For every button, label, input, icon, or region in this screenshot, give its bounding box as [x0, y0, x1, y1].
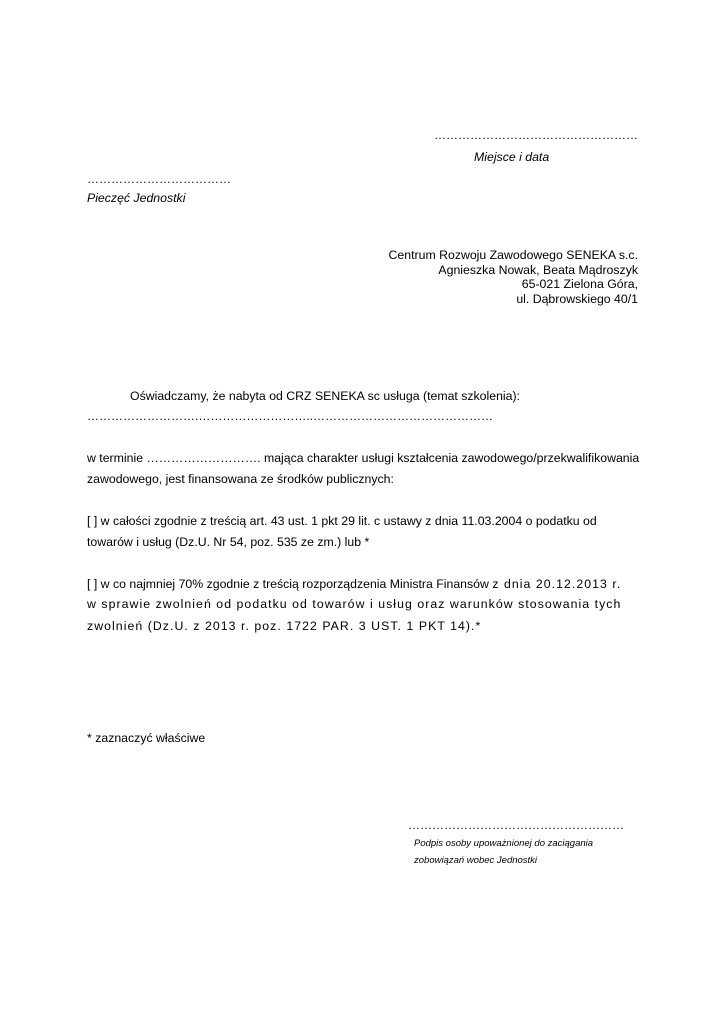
- signature-label-line-2: zobowiązań wobec Jednostki: [414, 855, 538, 866]
- place-date-line: ……………………………………………: [434, 128, 638, 142]
- recipient-postcode-city: 65-021 Zielona Góra,: [521, 277, 638, 291]
- option-2-line-1-start: [ ] w co najmniej 70% zgodnie z treścią rozporządzenia Ministra Finansów: [87, 577, 493, 591]
- signature-line: ………………………………………………: [408, 818, 624, 832]
- footnote: * zaznaczyć właściwe: [87, 731, 206, 745]
- recipient-street: ul. Dąbrowskiego 40/1: [516, 292, 638, 306]
- option-1-line-1: [ ] w całości zgodnie z treścią art. 43 ust. 1 pkt 29 lit. c ustawy z dnia 11.03.2004 o podatku od: [87, 514, 597, 528]
- stamp-line: ………………………………: [87, 172, 231, 186]
- option-2-line-3: zwolnień (Dz.U. z 2013 r. poz. 1722 PAR. 3 UST. 1 PKT 14).*: [87, 619, 482, 633]
- training-topic-line: ……………………….………………………..………………………………………: [87, 409, 494, 423]
- signature-label-line-1: Podpis osoby upoważnionej do zaciągania: [414, 838, 594, 849]
- term-text-line-1: w terminie ………………………. mająca charakter usługi kształcenia zawodowego/przekwalifikowania: [87, 451, 640, 465]
- recipient-name: Centrum Rozwoju Zawodowego SENEKA s.c.: [388, 248, 638, 262]
- place-date-label: Miejsce i data: [474, 150, 550, 164]
- term-text-line-2: zawodowego, jest finansowana ze środków publicznych:: [87, 472, 394, 486]
- stamp-label: Pieczęć Jednostki: [87, 191, 186, 205]
- declaration-intro: Oświadczamy, że nabyta od CRZ SENEKA sc usługa (temat szkolenia):: [130, 389, 521, 403]
- option-2-line-2: w sprawie zwolnień od podatku od towarów i usług oraz warunków stosowania tych: [87, 597, 622, 611]
- option-2-line-1: [87, 575, 621, 593]
- recipient-owners: Agnieszka Nowak, Beata Mądroszyk: [438, 263, 638, 277]
- option-1-line-2: towarów i usług (Dz.U. Nr 54, poz. 535 ze zm.) lub *: [87, 535, 370, 549]
- option-2-line-1-date: z dnia 20.12.2013 r.: [492, 577, 622, 591]
